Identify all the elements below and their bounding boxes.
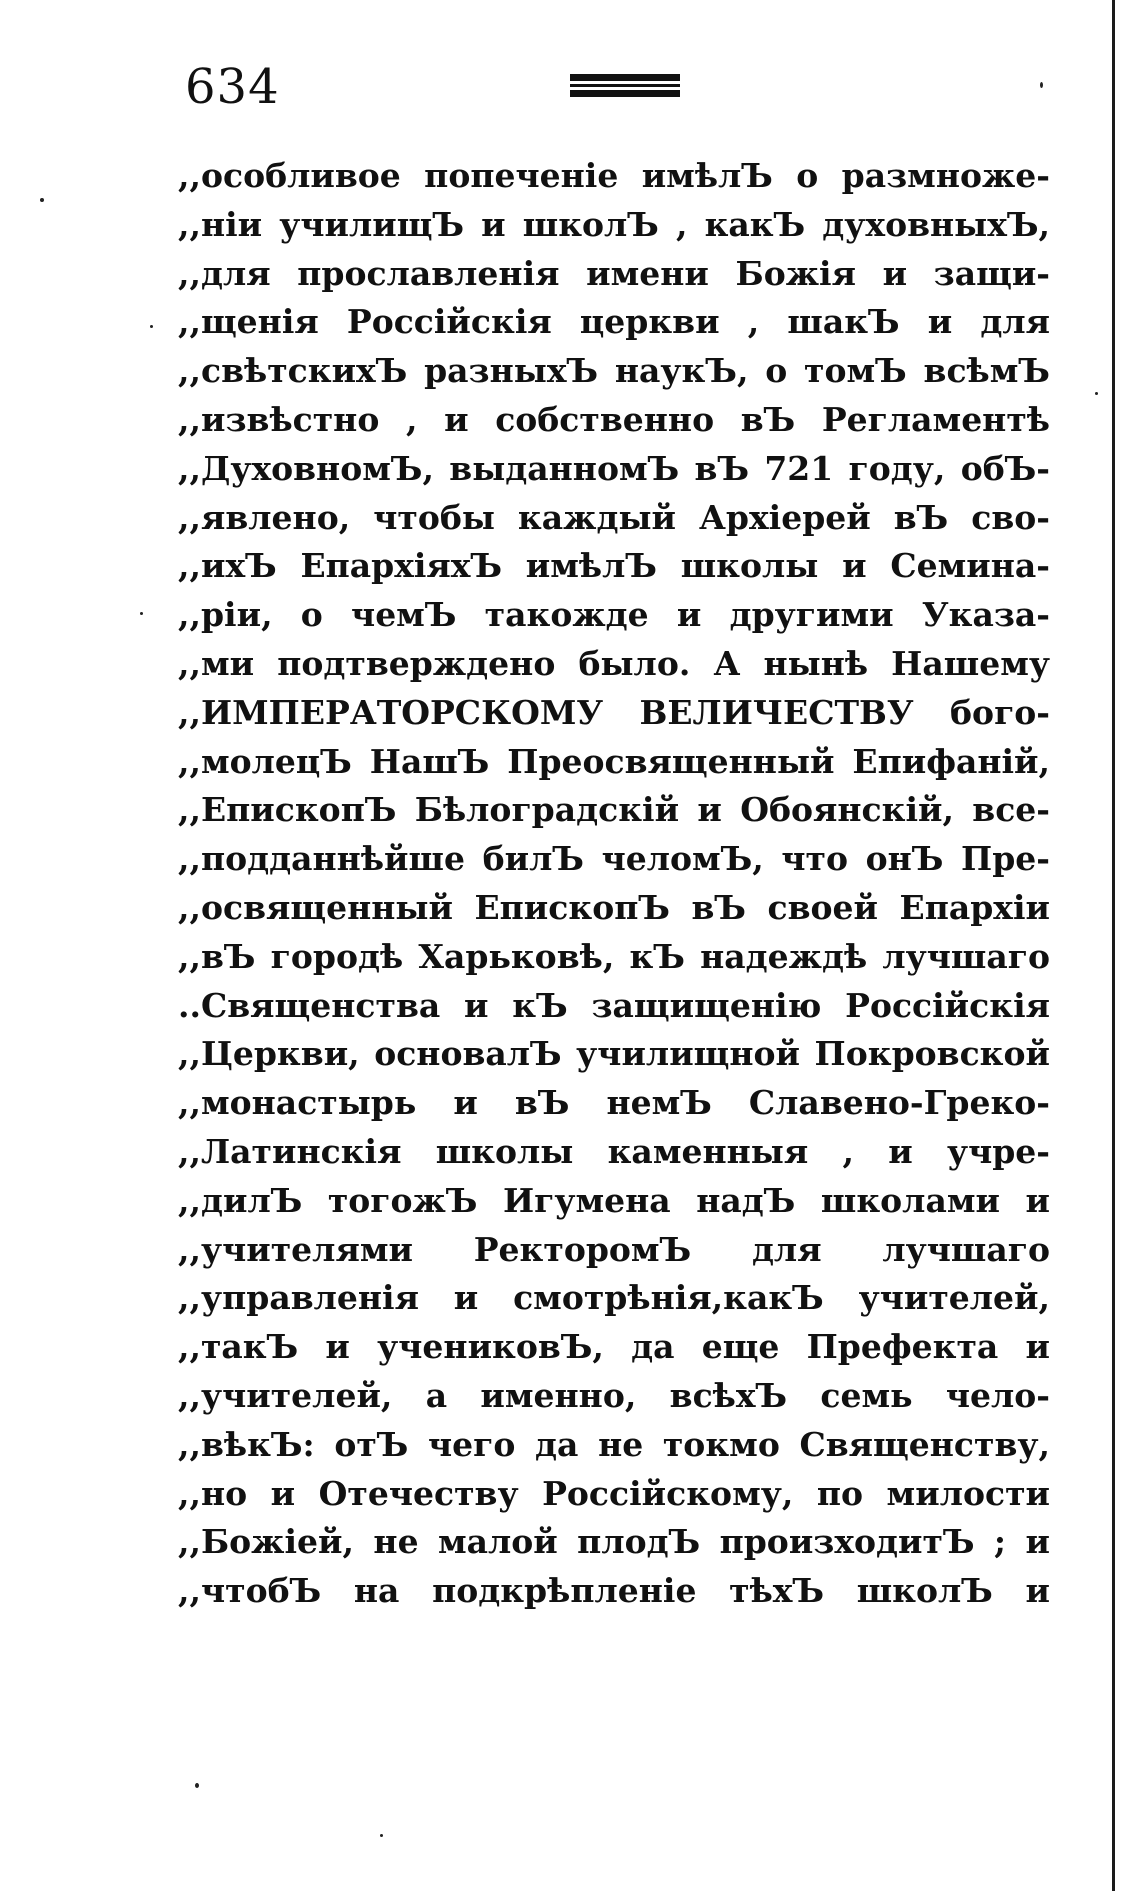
text-line: ,,управленія и смотрѣнія,какЪ учителей, <box>178 1278 1050 1318</box>
page-edge-rule <box>1112 0 1115 1891</box>
text-line: ..Священства и кЪ защищенію Россійскія <box>178 985 1050 1025</box>
page-number: 634 <box>185 59 280 115</box>
page-header <box>185 52 1045 122</box>
text-line: ,,вѣкЪ: отЪ чего да не токмо Священству, <box>178 1424 1050 1464</box>
text-line: ,,освященный ЕпископЪ вЪ своей Епархіи <box>178 887 1050 927</box>
text-line: ,,извѣстно , и собственно вЪ Регламентѣ <box>178 399 1050 439</box>
text-line: ,,ріи, о чемЪ такожде и другими Указа- <box>178 595 1050 635</box>
text-line: ,,ИМПЕРАТОРСКОМУ ВЕЛИЧЕСТВУ бого- <box>178 692 1050 732</box>
text-line: ,,ЕпископЪ Бѣлоградскій и Обоянскій, все- <box>178 790 1050 830</box>
speck <box>40 198 44 202</box>
text-line: ,,явлено, чтобы каждый Архіерей вЪ сво- <box>178 497 1050 537</box>
text-line: ,,Церкви, основалЪ училищной Покровской <box>178 1034 1050 1074</box>
text-line: ,,Божіей, не малой плодЪ произходитЪ ; и <box>178 1522 1050 1562</box>
text-line: ,,ми подтверждено было. А нынѣ Нашему <box>178 643 1050 683</box>
speck <box>150 325 153 328</box>
text-line: ,,для прославленія имени Божія и защи- <box>178 253 1050 293</box>
body-text <box>178 152 1050 1616</box>
text-line: ,,свѣтскихЪ разныхЪ наукЪ, о томЪ всѣмЪ <box>178 351 1050 391</box>
text-line: ,,подданнѣйше билЪ челомЪ, что онЪ Пре- <box>178 839 1050 879</box>
text-line: ,,монастырь и вЪ немЪ Славено-Греко- <box>178 1083 1050 1123</box>
text-line: ,,но и Отечеству Россійскому, по милости <box>178 1473 1050 1513</box>
text-line: ,,ДуховномЪ, выданномЪ вЪ 721 году, обЪ- <box>178 448 1050 488</box>
text-line: ,,ихЪ ЕпархіяхЪ имѣлЪ школы и Семина- <box>178 546 1050 586</box>
text-line: ,,чтобЪ на подкрѣпленіе тѣхЪ школЪ и <box>178 1571 1050 1611</box>
speck <box>1040 82 1043 88</box>
speck <box>140 612 143 615</box>
text-line: ,,молецЪ НашЪ Преосвященный Епифаній, <box>178 741 1050 781</box>
text-line: ,,Латинскія школы каменныя , и учре- <box>178 1131 1050 1171</box>
text-line: ,,учителей, а именно, всѣхЪ семь чело- <box>178 1375 1050 1415</box>
text-line: ,,особливое попеченіе имѣлЪ о размноже- <box>178 156 1050 195</box>
speck <box>1095 392 1098 395</box>
text-line: ,,учителями РекторомЪ для лучшаго <box>178 1229 1050 1269</box>
header-ornament-rule <box>570 74 680 102</box>
text-line: ,,щенія Россійскія церкви , шакЪ и для <box>178 302 1050 342</box>
speck <box>195 1783 199 1788</box>
text-line: ,,вЪ городѣ Харьковѣ, кЪ надеждѣ лучшаго <box>178 936 1050 976</box>
text-line: ,,дилЪ тогожЪ Игумена надЪ школами и <box>178 1180 1050 1220</box>
speck <box>380 1834 383 1837</box>
text-line: ,,такЪ и учениковЪ, да еще Префекта и <box>178 1327 1050 1367</box>
text-line: ,,ніи училищЪ и школЪ , какЪ духовныхЪ, <box>178 204 1050 244</box>
